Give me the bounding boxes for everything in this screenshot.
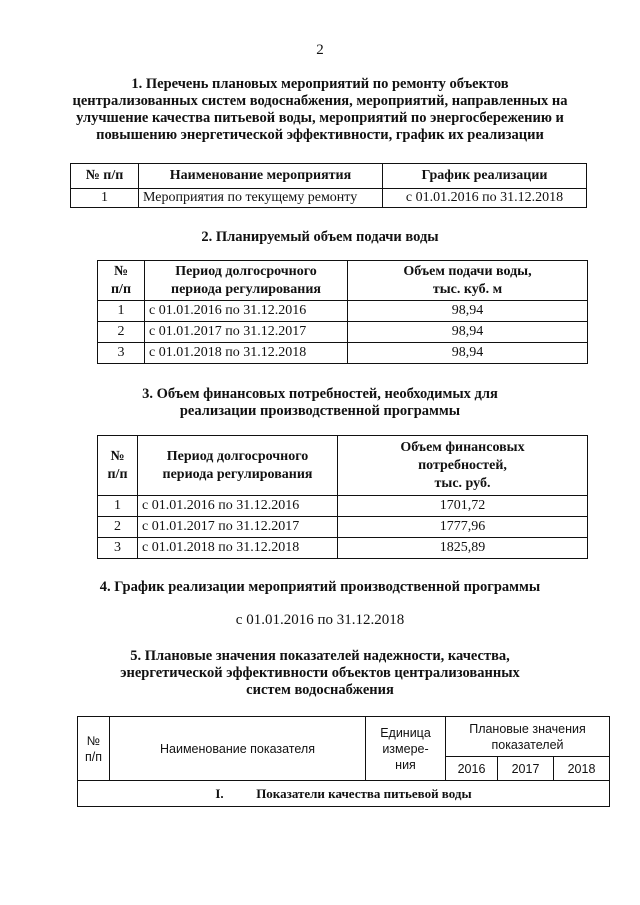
col-header-period — [145, 261, 348, 301]
cell-period: с 01.01.2016 по 31.12.2016 — [138, 496, 338, 517]
col-header-number — [98, 261, 145, 301]
cell-period: с 01.01.2016 по 31.12.2016 — [145, 301, 348, 322]
cell-period: с 01.01.2017 по 31.12.2017 — [138, 517, 338, 538]
header-line: ния — [395, 757, 416, 772]
header-line: потребностей, — [418, 457, 507, 473]
col-header-number — [98, 436, 138, 496]
section1-title-line: централизованных систем водоснабжения, мероприятий, направленных на — [72, 93, 568, 109]
section2-title — [0, 229, 640, 246]
table-row — [98, 517, 588, 538]
activities-table — [70, 163, 587, 208]
header-line: показателей — [491, 737, 564, 752]
header-line: п/п — [84, 749, 102, 764]
col-header-schedule: График реализации — [383, 164, 587, 189]
section-row-cell — [78, 781, 610, 807]
cell-number: 1 — [98, 301, 145, 322]
section4-period: с 01.01.2016 по 31.12.2018 — [235, 612, 405, 628]
cell-schedule: с 01.01.2016 по 31.12.2018 — [383, 189, 587, 208]
header-line: периода регулирования — [162, 466, 313, 482]
water-supply-table — [97, 260, 588, 364]
cell-amount: 1777,96 — [338, 517, 588, 538]
cell-amount: 1825,89 — [338, 538, 588, 559]
header-line: измере- — [382, 741, 429, 756]
section5-title-line: энергетической эффективности объектов централизованных — [120, 665, 520, 681]
cell-volume: 98,94 — [348, 343, 588, 364]
section-row — [78, 781, 610, 807]
section3-title-line: реализации производственной программы — [179, 403, 461, 419]
cell-number: 2 — [98, 517, 138, 538]
cell-number: 1 — [71, 189, 139, 208]
indicators-table — [77, 716, 610, 807]
section3-title — [0, 386, 640, 420]
section-row-number: I. — [215, 785, 224, 801]
section-row-label: Показатели качества питьевой воды — [256, 785, 472, 801]
section5-title-line: 5. Плановые значения показателей надежности, качества, — [130, 648, 510, 664]
col-header-financial — [338, 436, 588, 496]
cell-amount: 1701,72 — [338, 496, 588, 517]
cell-period: с 01.01.2018 по 31.12.2018 — [145, 343, 348, 364]
col-header-number: № п/п — [71, 164, 139, 189]
table-row — [98, 538, 588, 559]
section4-title-line: 4. График реализации мероприятий производственной программы — [99, 579, 541, 595]
section1-title-line: повышению энергетической эффективности, график их реализации — [96, 127, 544, 143]
table-row — [98, 322, 588, 343]
header-line: Объем финансовых — [400, 439, 525, 455]
section5-title-line: систем водоснабжения — [246, 682, 394, 698]
col-header-year: 2017 — [498, 757, 554, 781]
header-line: Период долгосрочного — [175, 263, 317, 279]
header-line: п/п — [110, 281, 132, 297]
col-header-activity: Наименование мероприятия — [139, 164, 383, 189]
header-line: Объем подачи воды, — [403, 263, 532, 279]
cell-volume: 98,94 — [348, 301, 588, 322]
section2-title-line: 2. Планируемый объем подачи воды — [201, 229, 439, 245]
table-row — [71, 189, 587, 208]
financial-needs-table — [97, 435, 588, 559]
section4-title — [0, 579, 640, 596]
col-header-period — [138, 436, 338, 496]
section1-title — [0, 76, 640, 144]
col-header-year: 2018 — [554, 757, 610, 781]
header-line: тыс. руб. — [434, 475, 491, 491]
col-header-year: 2016 — [446, 757, 498, 781]
header-line: Единица — [380, 725, 431, 740]
col-header-planned-values — [446, 717, 610, 757]
page-number: 2 — [316, 42, 324, 58]
header-line: Период долгосрочного — [166, 448, 309, 464]
header-line: № — [110, 448, 125, 464]
col-header-unit — [366, 717, 446, 781]
section1-title-line: улучшение качества питьевой воды, мероприятий по энергосбережению и — [76, 110, 564, 126]
cell-volume: 98,94 — [348, 322, 588, 343]
header-line: № — [113, 263, 129, 279]
col-header-number — [78, 717, 110, 781]
header-line: Плановые значения — [469, 721, 586, 736]
section5-title — [0, 648, 640, 699]
header-line: тыс. куб. м — [432, 281, 503, 297]
section3-title-line: 3. Объем финансовых потребностей, необходимых для — [142, 386, 498, 402]
col-header-volume — [348, 261, 588, 301]
cell-number: 1 — [98, 496, 138, 517]
cell-number: 3 — [98, 538, 138, 559]
table-row — [98, 496, 588, 517]
header-line: № — [86, 733, 101, 748]
cell-period: с 01.01.2017 по 31.12.2017 — [145, 322, 348, 343]
cell-period: с 01.01.2018 по 31.12.2018 — [138, 538, 338, 559]
table-row — [98, 301, 588, 322]
section1-title-line: 1. Перечень плановых мероприятий по ремонту объектов — [131, 76, 509, 92]
col-header-indicator: Наименование показателя — [110, 717, 366, 781]
table-row — [98, 343, 588, 364]
header-line: п/п — [107, 466, 128, 482]
cell-number: 2 — [98, 322, 145, 343]
cell-number: 3 — [98, 343, 145, 364]
cell-activity: Мероприятия по текущему ремонту — [139, 189, 383, 208]
header-line: периода регулирования — [171, 281, 321, 297]
